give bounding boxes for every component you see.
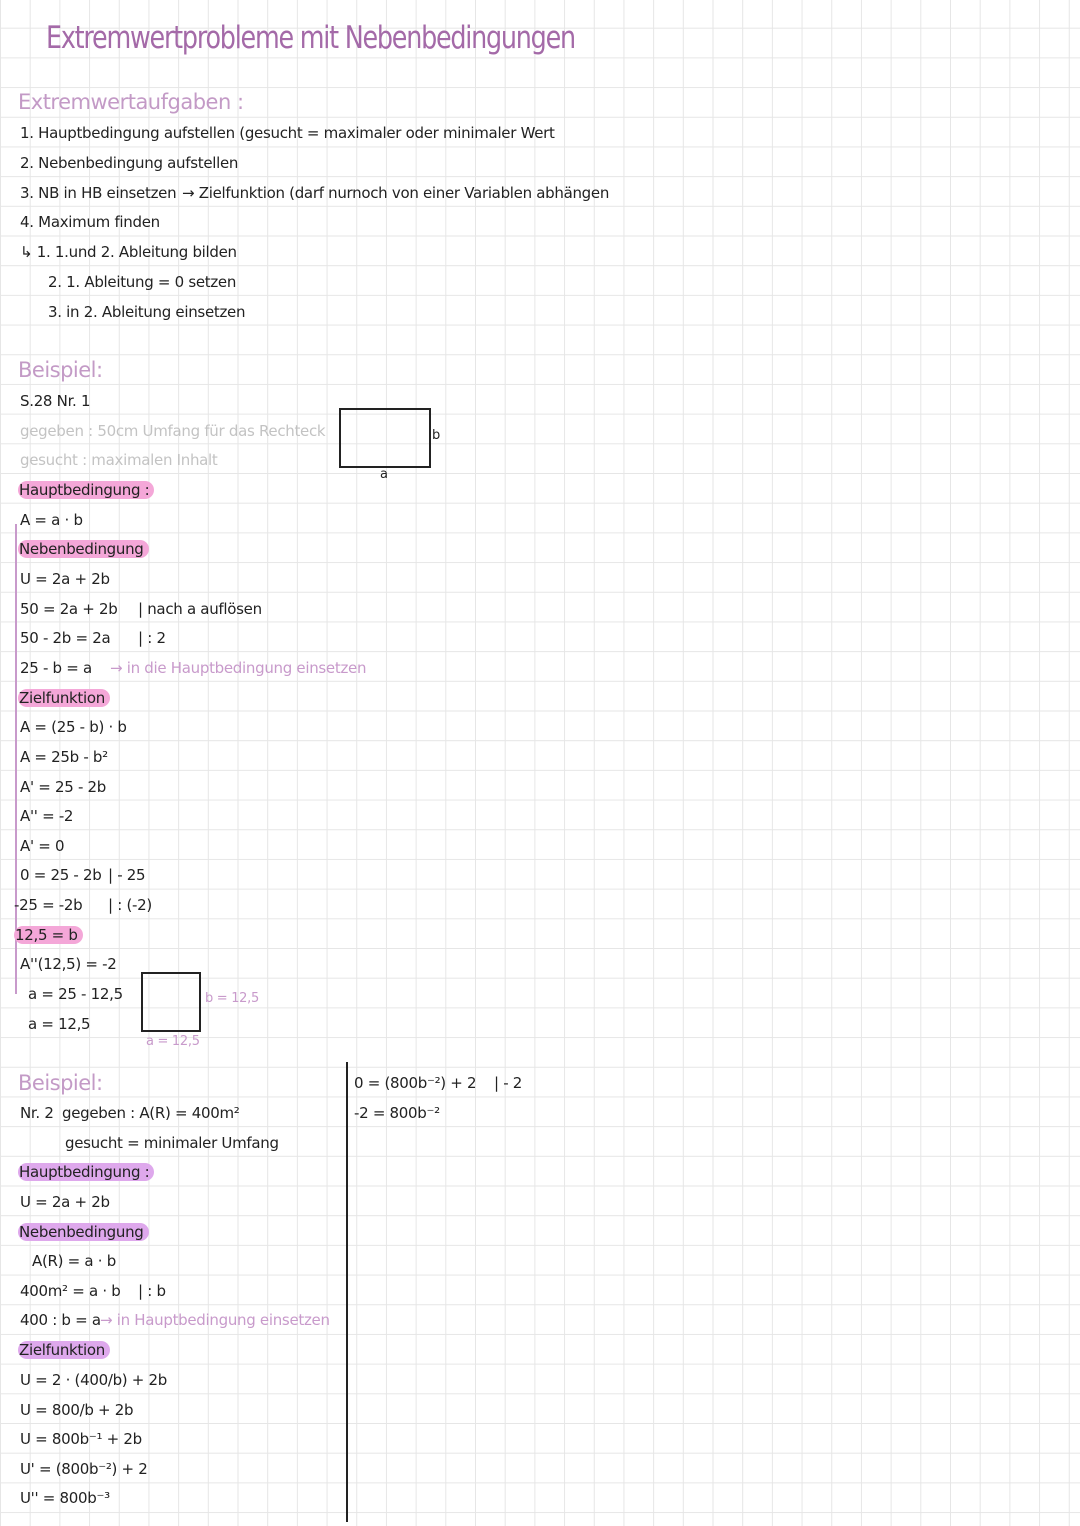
example2-nb-line-1: A(R) = a · b: [32, 1252, 116, 1270]
example2-zf-line-5: U'' = 800b⁻³: [20, 1489, 110, 1507]
example2-given: gegeben : A(R) = 400m²: [62, 1104, 240, 1122]
step-4: 4. Maximum finden: [20, 213, 160, 231]
substep-1: ↳ 1. 1.und 2. Ableitung bilden: [20, 243, 237, 261]
square-sketch: [141, 972, 201, 1032]
example2-zf-line-3: U = 800b⁻¹ + 2b: [20, 1430, 142, 1448]
example1-nb-line-4: 25 - b = a: [20, 659, 92, 677]
square-label-a: a = 12,5: [146, 1034, 200, 1049]
example1-a-calc: a = 25 - 12,5: [28, 985, 123, 1003]
example1-zf-line-2: A = 25b - b²: [20, 748, 108, 766]
example2-right-line-2: -2 = 800b⁻²: [354, 1104, 440, 1122]
example1-hb-eq: A = a · b: [20, 511, 83, 529]
example2-zf-line-4: U' = (800b⁻²) + 2: [20, 1460, 148, 1478]
example1-nb-label: Nebenbedingung: [20, 540, 149, 558]
example1-heading: Beispiel:: [18, 358, 103, 382]
step-3-note: → Zielfunktion (darf nurnoch von einer Variablen abhängen: [182, 184, 610, 202]
example1-nb-line-2: 50 = 2a + 2b: [20, 600, 118, 618]
example1-given: gegeben : 50cm Umfang für das Rechteck: [20, 422, 326, 440]
example1-nb-note-2: | : 2: [138, 629, 166, 647]
example1-zf-line-7: -25 = -2b: [14, 896, 83, 914]
example2-heading: Beispiel:: [18, 1071, 103, 1095]
example2-nb-arrow-note: → in Hauptbedingung einsetzen: [100, 1311, 330, 1329]
example1-nb-note-1: | nach a auflösen: [138, 600, 262, 618]
example1-nb-line-3: 50 - 2b = 2a: [20, 629, 111, 647]
step-1: 1. Hauptbedingung aufstellen (gesucht = maximaler oder minimaler Wert: [20, 124, 555, 142]
section-heading-extremwertaufgaben: Extremwertaufgaben :: [18, 90, 244, 114]
example1-zf-line-5: A' = 0: [20, 837, 65, 855]
example2-zf-line-1: U = 2 · (400/b) + 2b: [20, 1371, 168, 1389]
example2-right-line-1: 0 = (800b⁻²) + 2: [354, 1074, 477, 1092]
substep-3: 3. in 2. Ableitung einsetzen: [48, 303, 246, 321]
example1-hb-label: Hauptbedingung :: [20, 481, 154, 499]
example1-zf-line-3: A' = 25 - 2b: [20, 778, 106, 796]
rect-label-b: b: [432, 428, 440, 443]
example2-hb-label: Hauptbedingung :: [20, 1163, 154, 1181]
example1-result-b: 12,5 = b: [16, 926, 83, 944]
example2-nb-note: | : b: [138, 1282, 166, 1300]
step-3: 3. NB in HB einsetzen: [20, 184, 177, 202]
example1-sought: gesucht : maximalen Inhalt: [20, 451, 218, 469]
example1-zf-label: Zielfunktion: [20, 689, 110, 707]
example1-check: A''(12,5) = -2: [20, 955, 117, 973]
rect-label-a: a: [380, 467, 388, 482]
step-2: 2. Nebenbedingung aufstellen: [20, 154, 239, 172]
example1-nb-line-1: U = 2a + 2b: [20, 570, 110, 588]
example1-zf-line-4: A'' = -2: [20, 807, 74, 825]
example1-zf-note-2: | : (-2): [108, 896, 152, 914]
substep-2: 2. 1. Ableitung = 0 setzen: [48, 273, 237, 291]
example2-nb-line-2: 400m² = a · b: [20, 1282, 121, 1300]
example2-nb-line-3: 400 : b = a: [20, 1311, 101, 1329]
example2-zf-label: Zielfunktion: [20, 1341, 110, 1359]
example1-zf-line-1: A = (25 - b) · b: [20, 718, 127, 736]
example1-zf-line-6: 0 = 25 - 2b: [20, 866, 102, 884]
example2-nb-label: Nebenbedingung: [20, 1223, 149, 1241]
bracket-line: [15, 524, 17, 994]
example1-nb-arrow-note: → in die Hauptbedingung einsetzen: [110, 659, 367, 677]
example2-right-note: | - 2: [494, 1074, 523, 1092]
square-label-b: b = 12,5: [205, 991, 259, 1006]
example1-a-result: a = 12,5: [28, 1015, 91, 1033]
example2-zf-line-2: U = 800/b + 2b: [20, 1401, 134, 1419]
column-divider: [346, 1062, 348, 1522]
rectangle-sketch: [339, 408, 431, 468]
page-title: Extremwertprobleme mit Nebenbedingungen: [46, 20, 575, 56]
example1-ref: S.28 Nr. 1: [20, 392, 91, 410]
example2-ref: Nr. 2: [20, 1104, 54, 1122]
example1-zf-note-1: | - 25: [108, 866, 146, 884]
example2-sought: gesucht = minimaler Umfang: [65, 1134, 279, 1152]
example2-hb-eq: U = 2a + 2b: [20, 1193, 110, 1211]
